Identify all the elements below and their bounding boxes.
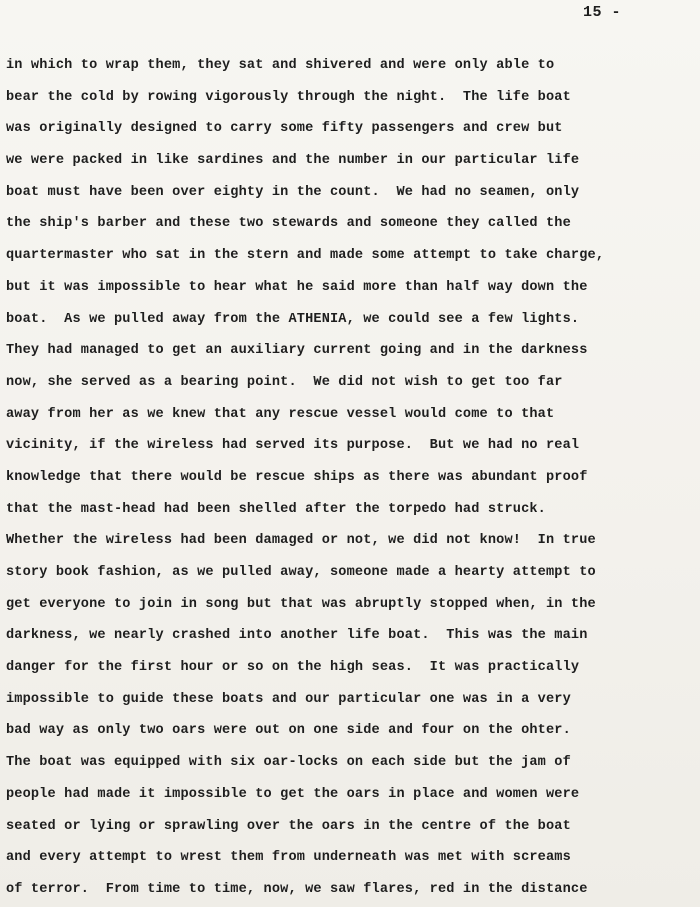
text-line: danger for the first hour or so on the high seas. It was practically: [6, 660, 580, 676]
text-line: story book fashion, as we pulled away, someone made a hearty attempt to: [6, 565, 596, 580]
text-line: in which to wrap them, they sat and shivered and were only able to: [6, 58, 555, 73]
text-line: away from her as we knew that any rescue vessel would come to that: [6, 406, 555, 422]
text-line: that the mast-head had been shelled after the torpedo had struck.: [6, 501, 546, 517]
text-line: was originally designed to carry some fifty passengers and crew but: [6, 121, 563, 137]
text-line: knowledge that there would be rescue ships as there was abundant proof: [6, 469, 588, 485]
text-line: the ship's barber and these two stewards and someone they called the: [6, 216, 571, 232]
body-text: [6, 50, 700, 906]
text-line: of terror. From time to time, now, we saw flares, red in the distance: [6, 881, 588, 897]
text-line: boat must have been over eighty in the count. We had no seamen, only: [6, 184, 580, 200]
text-line: seated or lying or sprawling over the oars in the centre of the boat: [6, 818, 571, 834]
text-line: now, she served as a bearing point. We did not wish to get too far: [6, 374, 563, 390]
text-line: Whether the wireless had been damaged or not, we did not know! In true: [6, 533, 596, 549]
text-line: get everyone to join in song but that was abruptly stopped when, in the: [6, 596, 596, 612]
text-line: bear the cold by rowing vigorously through the night. The life boat: [6, 89, 571, 105]
text-line: The boat was equipped with six oar-locks on each side but the jam of: [6, 755, 571, 771]
page-number: 15 -: [583, 4, 622, 21]
text-line: we were packed in like sardines and the number in our particular life: [6, 153, 580, 169]
text-line: impossible to guide these boats and our particular one was in a very: [6, 691, 571, 707]
text-line: boat. As we pulled away from the ATHENIA, we could see a few lights.: [6, 311, 580, 327]
text-line: They had managed to get an auxiliary current going and in the darkness: [6, 343, 588, 359]
text-line: bad way as only two oars were out on one side and four on the ohter.: [6, 723, 571, 739]
text-line: quartermaster who sat in the stern and made some attempt to take charge,: [6, 248, 605, 264]
text-line: people had made it impossible to get the oars in place and women were: [6, 786, 580, 802]
text-line: vicinity, if the wireless had served its purpose. But we had no real: [6, 438, 580, 454]
text-line: but it was impossible to hear what he said more than half way down the: [6, 279, 588, 295]
text-line: darkness, we nearly crashed into another life boat. This was the main: [6, 628, 588, 644]
text-line: and every attempt to wrest them from underneath was met with screams: [6, 850, 571, 866]
